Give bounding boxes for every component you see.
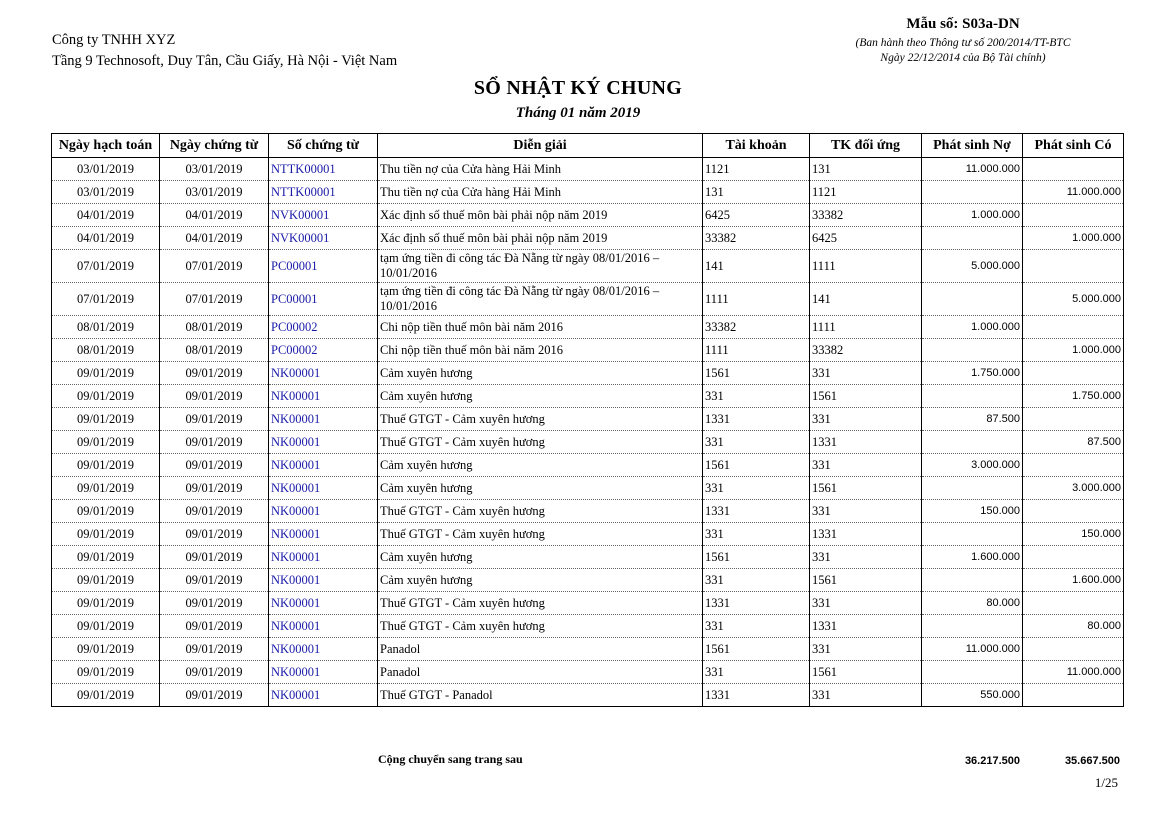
posting-date-cell: 03/01/2019 [52,181,160,204]
col-header-posting-date: Ngày hạch toán [52,134,160,158]
account-cell: 1561 [703,638,810,661]
document-number-cell: NK00001 [269,592,378,615]
account-cell: 1111 [703,339,810,362]
credit-cell [1023,454,1124,477]
description-cell: Thuế GTGT - Cảm xuyên hương [378,431,703,454]
document-date-cell: 07/01/2019 [160,283,269,316]
debit-cell: 150.000 [922,500,1023,523]
debit-cell: 1.000.000 [922,204,1023,227]
description-cell: Cảm xuyên hương [378,454,703,477]
table-row [52,569,1124,592]
credit-cell [1023,500,1124,523]
account-cell: 331 [703,661,810,684]
contra-account-cell: 1561 [810,477,922,500]
description-cell: Chi nộp tiền thuế môn bài năm 2016 [378,339,703,362]
credit-cell: 1.600.000 [1023,569,1124,592]
posting-date-cell: 08/01/2019 [52,316,160,339]
account-cell: 331 [703,385,810,408]
debit-cell [922,477,1023,500]
document-date-cell: 09/01/2019 [160,431,269,454]
posting-date-cell: 09/01/2019 [52,431,160,454]
form-reference [800,12,1126,66]
table-row [52,283,1124,316]
account-cell: 1331 [703,592,810,615]
document-number-cell: NK00001 [269,431,378,454]
posting-date-cell: 07/01/2019 [52,250,160,283]
contra-account-cell: 1331 [810,523,922,546]
posting-date-cell: 09/01/2019 [52,454,160,477]
document-date-cell: 09/01/2019 [160,500,269,523]
table-row [52,158,1124,181]
posting-date-cell: 09/01/2019 [52,592,160,615]
document-number-cell: NK00001 [269,684,378,707]
debit-cell: 80.000 [922,592,1023,615]
contra-account-cell: 1561 [810,661,922,684]
document-date-cell: 09/01/2019 [160,523,269,546]
document-number-cell: NTTK00001 [269,181,378,204]
account-cell: 1331 [703,684,810,707]
carry-forward-label: Cộng chuyển sang trang sau [378,752,523,766]
account-cell: 1561 [703,546,810,569]
document-date-cell: 08/01/2019 [160,339,269,362]
document-date-cell: 09/01/2019 [160,569,269,592]
document-number-cell: PC00001 [269,250,378,283]
general-journal-table [51,133,1124,707]
table-row [52,638,1124,661]
document-number-cell: NK00001 [269,477,378,500]
table-row [52,592,1124,615]
credit-cell: 11.000.000 [1023,661,1124,684]
document-date-cell: 09/01/2019 [160,477,269,500]
description-cell: Thuế GTGT - Cảm xuyên hương [378,523,703,546]
posting-date-cell: 09/01/2019 [52,523,160,546]
description-cell: Cảm xuyên hương [378,362,703,385]
table-row [52,181,1124,204]
document-number-cell: NK00001 [269,408,378,431]
credit-cell: 3.000.000 [1023,477,1124,500]
credit-cell [1023,250,1124,283]
debit-cell: 5.000.000 [922,250,1023,283]
description-cell: tạm ứng tiền đi công tác Đà Nẵng từ ngày 08/01/2016 – 10/01/2016 [378,283,703,316]
description-cell: Panadol [378,661,703,684]
credit-cell [1023,546,1124,569]
account-cell: 1331 [703,408,810,431]
posting-date-cell: 09/01/2019 [52,615,160,638]
document-date-cell: 08/01/2019 [160,316,269,339]
debit-cell: 3.000.000 [922,454,1023,477]
description-cell: Thuế GTGT - Cảm xuyên hương [378,500,703,523]
debit-cell: 87.500 [922,408,1023,431]
credit-cell: 5.000.000 [1023,283,1124,316]
account-cell: 1561 [703,454,810,477]
debit-cell: 1.750.000 [922,362,1023,385]
table-row [52,477,1124,500]
total-credit: 35.667.500 [1064,755,1120,767]
credit-cell: 87.500 [1023,431,1124,454]
document-number-cell: NK00001 [269,454,378,477]
posting-date-cell: 09/01/2019 [52,362,160,385]
contra-account-cell: 131 [810,158,922,181]
debit-cell [922,283,1023,316]
contra-account-cell: 331 [810,454,922,477]
debit-cell: 1.600.000 [922,546,1023,569]
posting-date-cell: 07/01/2019 [52,283,160,316]
description-cell: Thuế GTGT - Cảm xuyên hương [378,592,703,615]
document-number-cell: NK00001 [269,500,378,523]
credit-cell [1023,316,1124,339]
description-cell: Thu tiền nợ của Cửa hàng Hải Minh [378,158,703,181]
posting-date-cell: 03/01/2019 [52,158,160,181]
account-cell: 331 [703,569,810,592]
account-cell: 1111 [703,283,810,316]
document-number-cell: NTTK00001 [269,158,378,181]
description-cell: Thuế GTGT - Panadol [378,684,703,707]
document-number-cell: NK00001 [269,661,378,684]
company-info [52,30,397,72]
document-date-cell: 03/01/2019 [160,158,269,181]
document-date-cell: 04/01/2019 [160,204,269,227]
document-number-cell: NK00001 [269,523,378,546]
table-row [52,385,1124,408]
credit-cell: 1.000.000 [1023,227,1124,250]
company-address: Tầng 9 Technosoft, Duy Tân, Cầu Giấy, Hà Nội - Việt Nam [52,53,398,69]
contra-account-cell: 141 [810,283,922,316]
company-name: Công ty TNHH XYZ [52,32,176,48]
table-row [52,523,1124,546]
credit-cell: 150.000 [1023,523,1124,546]
document-number-cell: NK00001 [269,615,378,638]
contra-account-cell: 33382 [810,204,922,227]
table-row [52,362,1124,385]
table-row [52,454,1124,477]
credit-cell: 80.000 [1023,615,1124,638]
document-date-cell: 03/01/2019 [160,181,269,204]
table-row [52,227,1124,250]
credit-cell [1023,408,1124,431]
document-number-cell: NVK00001 [269,227,378,250]
description-cell: Xác định số thuế môn bài phải nộp năm 2019 [378,227,703,250]
posting-date-cell: 09/01/2019 [52,661,160,684]
document-date-cell: 09/01/2019 [160,592,269,615]
contra-account-cell: 33382 [810,339,922,362]
col-header-document-number: Số chứng từ [269,134,378,158]
account-cell: 331 [703,477,810,500]
total-debit: 36.217.500 [964,755,1020,767]
document-date-cell: 09/01/2019 [160,454,269,477]
description-cell: Thuế GTGT - Cảm xuyên hương [378,408,703,431]
document-number-cell: NK00001 [269,569,378,592]
contra-account-cell: 6425 [810,227,922,250]
account-cell: 1121 [703,158,810,181]
debit-cell [922,661,1023,684]
debit-cell: 550.000 [922,684,1023,707]
description-cell: Cảm xuyên hương [378,477,703,500]
page-number: 1/25 [1094,775,1118,790]
table-row [52,204,1124,227]
document-number-cell: NVK00001 [269,204,378,227]
form-code: Mẫu số: S03a-DN [906,16,1020,32]
contra-account-cell: 1111 [810,250,922,283]
credit-cell [1023,638,1124,661]
table-row [52,408,1124,431]
table-row [52,615,1124,638]
posting-date-cell: 09/01/2019 [52,500,160,523]
debit-cell: 11.000.000 [922,638,1023,661]
debit-cell: 11.000.000 [922,158,1023,181]
posting-date-cell: 04/01/2019 [52,204,160,227]
contra-account-cell: 331 [810,684,922,707]
description-cell: Cảm xuyên hương [378,569,703,592]
description-cell: Cảm xuyên hương [378,546,703,569]
account-cell: 33382 [703,227,810,250]
document-date-cell: 09/01/2019 [160,615,269,638]
debit-cell [922,569,1023,592]
document-date-cell: 09/01/2019 [160,546,269,569]
report-period: Tháng 01 năm 2019 [515,105,641,121]
account-cell: 331 [703,431,810,454]
contra-account-cell: 331 [810,408,922,431]
contra-account-cell: 1561 [810,569,922,592]
debit-cell [922,227,1023,250]
document-number-cell: PC00002 [269,339,378,362]
contra-account-cell: 1331 [810,431,922,454]
document-date-cell: 07/01/2019 [160,250,269,283]
table-row [52,339,1124,362]
contra-account-cell: 331 [810,500,922,523]
contra-account-cell: 331 [810,638,922,661]
description-cell: Chi nộp tiền thuế môn bài năm 2016 [378,316,703,339]
posting-date-cell: 09/01/2019 [52,408,160,431]
debit-cell [922,615,1023,638]
credit-cell: 1.000.000 [1023,339,1124,362]
credit-cell [1023,362,1124,385]
table-row [52,250,1124,283]
account-cell: 141 [703,250,810,283]
description-cell: Cảm xuyên hương [378,385,703,408]
contra-account-cell: 1111 [810,316,922,339]
description-cell: Thuế GTGT - Cảm xuyên hương [378,615,703,638]
credit-cell [1023,158,1124,181]
document-date-cell: 04/01/2019 [160,227,269,250]
col-header-account: Tài khoản [703,134,810,158]
contra-account-cell: 1331 [810,615,922,638]
document-date-cell: 09/01/2019 [160,661,269,684]
form-note-line-2: Ngày 22/12/2014 của Bộ Tài chính) [880,52,1046,64]
credit-cell: 11.000.000 [1023,181,1124,204]
account-cell: 331 [703,523,810,546]
posting-date-cell: 09/01/2019 [52,569,160,592]
description-cell: Thu tiền nợ của Cửa hàng Hải Minh [378,181,703,204]
description-cell: Panadol [378,638,703,661]
document-number-cell: NK00001 [269,638,378,661]
table-row [52,546,1124,569]
account-cell: 331 [703,615,810,638]
form-note-line-1: (Ban hành theo Thông tư số 200/2014/TT-BTC [855,37,1071,49]
account-cell: 6425 [703,204,810,227]
col-header-description: Diễn giải [378,134,703,158]
table-row [52,500,1124,523]
table-row [52,661,1124,684]
document-number-cell: PC00001 [269,283,378,316]
table-row [52,431,1124,454]
debit-cell [922,523,1023,546]
document-date-cell: 09/01/2019 [160,362,269,385]
document-date-cell: 09/01/2019 [160,684,269,707]
contra-account-cell: 331 [810,546,922,569]
posting-date-cell: 09/01/2019 [52,546,160,569]
table-header-row [52,134,1124,158]
document-number-cell: PC00002 [269,316,378,339]
posting-date-cell: 09/01/2019 [52,638,160,661]
account-cell: 131 [703,181,810,204]
account-cell: 1561 [703,362,810,385]
credit-cell [1023,684,1124,707]
posting-date-cell: 04/01/2019 [52,227,160,250]
col-header-document-date: Ngày chứng từ [160,134,269,158]
document-date-cell: 09/01/2019 [160,638,269,661]
document-number-cell: NK00001 [269,385,378,408]
account-cell: 33382 [703,316,810,339]
description-cell: Xác định số thuế môn bài phải nộp năm 2019 [378,204,703,227]
document-date-cell: 09/01/2019 [160,408,269,431]
document-number-cell: NK00001 [269,546,378,569]
debit-cell [922,431,1023,454]
col-header-debit: Phát sinh Nợ [922,134,1023,158]
credit-cell [1023,204,1124,227]
col-header-contra-account: TK đối ứng [810,134,922,158]
posting-date-cell: 09/01/2019 [52,684,160,707]
contra-account-cell: 1121 [810,181,922,204]
contra-account-cell: 1561 [810,385,922,408]
credit-cell [1023,592,1124,615]
contra-account-cell: 331 [810,592,922,615]
col-header-credit: Phát sinh Có [1023,134,1124,158]
document-date-cell: 09/01/2019 [160,385,269,408]
debit-cell [922,385,1023,408]
document-number-cell: NK00001 [269,362,378,385]
table-row [52,316,1124,339]
posting-date-cell: 08/01/2019 [52,339,160,362]
account-cell: 1331 [703,500,810,523]
posting-date-cell: 09/01/2019 [52,477,160,500]
report-title: SỔ NHẬT KÝ CHUNG [473,77,683,99]
credit-cell: 1.750.000 [1023,385,1124,408]
posting-date-cell: 09/01/2019 [52,385,160,408]
contra-account-cell: 331 [810,362,922,385]
debit-cell [922,339,1023,362]
description-cell: tạm ứng tiền đi công tác Đà Nẵng từ ngày 08/01/2016 – 10/01/2016 [378,250,703,283]
debit-cell: 1.000.000 [922,316,1023,339]
table-row [52,684,1124,707]
table-body [52,158,1124,707]
debit-cell [922,181,1023,204]
